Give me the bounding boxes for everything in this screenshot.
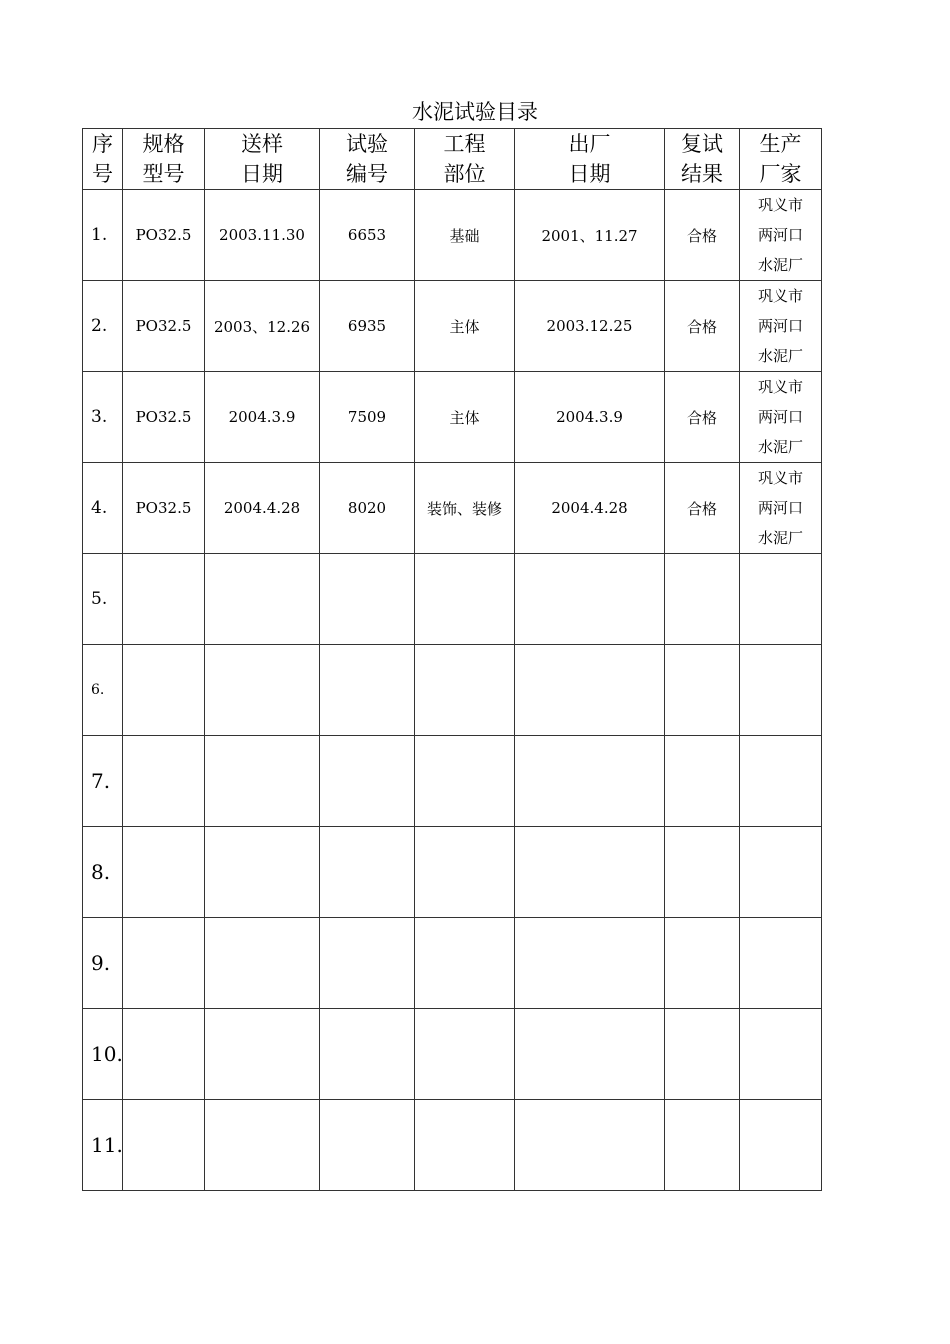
cell-result: 合格 xyxy=(665,190,740,281)
cell-test-no xyxy=(320,554,415,645)
cell-seq: 8. xyxy=(83,827,123,918)
cell-seq: 3. xyxy=(83,372,123,463)
cell-sample-date xyxy=(205,827,320,918)
cell-result xyxy=(665,1100,740,1191)
cell-maker xyxy=(740,554,822,645)
header-sample-date: 送样 日期 xyxy=(205,129,320,190)
cell-sample-date: 2003.11.30 xyxy=(205,190,320,281)
cell-part xyxy=(415,554,515,645)
cell-sample-date: 2004.4.28 xyxy=(205,463,320,554)
cell-spec: PO32.5 xyxy=(123,463,205,554)
cell-part xyxy=(415,1100,515,1191)
cell-part: 主体 xyxy=(415,372,515,463)
table-row xyxy=(83,281,822,372)
cell-factory-date xyxy=(515,645,665,736)
cell-seq: 4. xyxy=(83,463,123,554)
cell-result xyxy=(665,918,740,1009)
cell-seq: 7. xyxy=(83,736,123,827)
header-maker: 生产 厂家 xyxy=(740,129,822,190)
cell-factory-date xyxy=(515,1100,665,1191)
cell-spec xyxy=(123,918,205,1009)
table-row xyxy=(83,736,822,827)
cell-seq: 9. xyxy=(83,918,123,1009)
cell-part xyxy=(415,736,515,827)
cell-sample-date xyxy=(205,1100,320,1191)
cell-sample-date xyxy=(205,736,320,827)
cell-test-no: 6935 xyxy=(320,281,415,372)
cell-seq: 6. xyxy=(83,645,123,736)
cell-spec xyxy=(123,554,205,645)
cell-result xyxy=(665,827,740,918)
header-factory-date: 出厂 日期 xyxy=(515,129,665,190)
cell-seq: 1. xyxy=(83,190,123,281)
cell-test-no: 7509 xyxy=(320,372,415,463)
cell-maker xyxy=(740,645,822,736)
cell-factory-date: 2004.4.28 xyxy=(515,463,665,554)
cell-maker xyxy=(740,827,822,918)
cell-factory-date: 2001、11.27 xyxy=(515,190,665,281)
cell-seq: 2. xyxy=(83,281,123,372)
cell-result xyxy=(665,645,740,736)
cell-spec xyxy=(123,1100,205,1191)
table-row xyxy=(83,554,822,645)
cell-maker xyxy=(740,1100,822,1191)
cell-maker: 巩义市 两河口 水泥厂 xyxy=(740,372,822,463)
table-row xyxy=(83,1100,822,1191)
table-row xyxy=(83,372,822,463)
cell-sample-date xyxy=(205,1009,320,1100)
cell-maker xyxy=(740,918,822,1009)
cell-test-no xyxy=(320,1100,415,1191)
header-seq: 序 号 xyxy=(83,129,123,190)
cell-maker: 巩义市 两河口 水泥厂 xyxy=(740,190,822,281)
cell-factory-date xyxy=(515,827,665,918)
cell-spec xyxy=(123,827,205,918)
cell-result: 合格 xyxy=(665,281,740,372)
cell-spec xyxy=(123,645,205,736)
cell-test-no xyxy=(320,918,415,1009)
cell-seq: 10. xyxy=(83,1009,123,1100)
cell-spec: PO32.5 xyxy=(123,372,205,463)
cell-maker: 巩义市 两河口 水泥厂 xyxy=(740,463,822,554)
cell-test-no xyxy=(320,645,415,736)
cell-part: 主体 xyxy=(415,281,515,372)
cell-part: 装饰、装修 xyxy=(415,463,515,554)
cell-seq: 5. xyxy=(83,554,123,645)
cell-factory-date xyxy=(515,554,665,645)
cell-sample-date xyxy=(205,645,320,736)
cell-spec xyxy=(123,736,205,827)
cell-sample-date: 2004.3.9 xyxy=(205,372,320,463)
table-row xyxy=(83,918,822,1009)
cell-factory-date: 2003.12.25 xyxy=(515,281,665,372)
cell-sample-date xyxy=(205,918,320,1009)
cell-part: 基础 xyxy=(415,190,515,281)
cell-sample-date: 2003、12.26 xyxy=(205,281,320,372)
cell-result xyxy=(665,554,740,645)
table-row xyxy=(83,190,822,281)
header-spec: 规格 型号 xyxy=(123,129,205,190)
header-part: 工程 部位 xyxy=(415,129,515,190)
table-row xyxy=(83,463,822,554)
cell-sample-date xyxy=(205,554,320,645)
cell-factory-date xyxy=(515,918,665,1009)
cell-maker xyxy=(740,736,822,827)
cement-test-table xyxy=(82,128,822,1191)
cell-factory-date: 2004.3.9 xyxy=(515,372,665,463)
cell-spec: PO32.5 xyxy=(123,190,205,281)
header-row xyxy=(83,129,822,190)
cell-maker: 巩义市 两河口 水泥厂 xyxy=(740,281,822,372)
table-row xyxy=(83,1009,822,1100)
header-test-no: 试验 编号 xyxy=(320,129,415,190)
cell-result: 合格 xyxy=(665,463,740,554)
cell-test-no: 8020 xyxy=(320,463,415,554)
document-title: 水泥试验目录 xyxy=(412,100,538,124)
cell-factory-date xyxy=(515,1009,665,1100)
cell-part xyxy=(415,1009,515,1100)
cell-test-no xyxy=(320,827,415,918)
cell-part xyxy=(415,645,515,736)
cell-result xyxy=(665,736,740,827)
table-row xyxy=(83,645,822,736)
cell-maker xyxy=(740,1009,822,1100)
cell-result: 合格 xyxy=(665,372,740,463)
cell-test-no xyxy=(320,736,415,827)
cell-factory-date xyxy=(515,736,665,827)
cell-test-no: 6653 xyxy=(320,190,415,281)
cell-test-no xyxy=(320,1009,415,1100)
cell-seq: 11. xyxy=(83,1100,123,1191)
cell-part xyxy=(415,918,515,1009)
cell-part xyxy=(415,827,515,918)
cell-result xyxy=(665,1009,740,1100)
table-row xyxy=(83,827,822,918)
header-result: 复试 结果 xyxy=(665,129,740,190)
cell-spec xyxy=(123,1009,205,1100)
cell-spec: PO32.5 xyxy=(123,281,205,372)
